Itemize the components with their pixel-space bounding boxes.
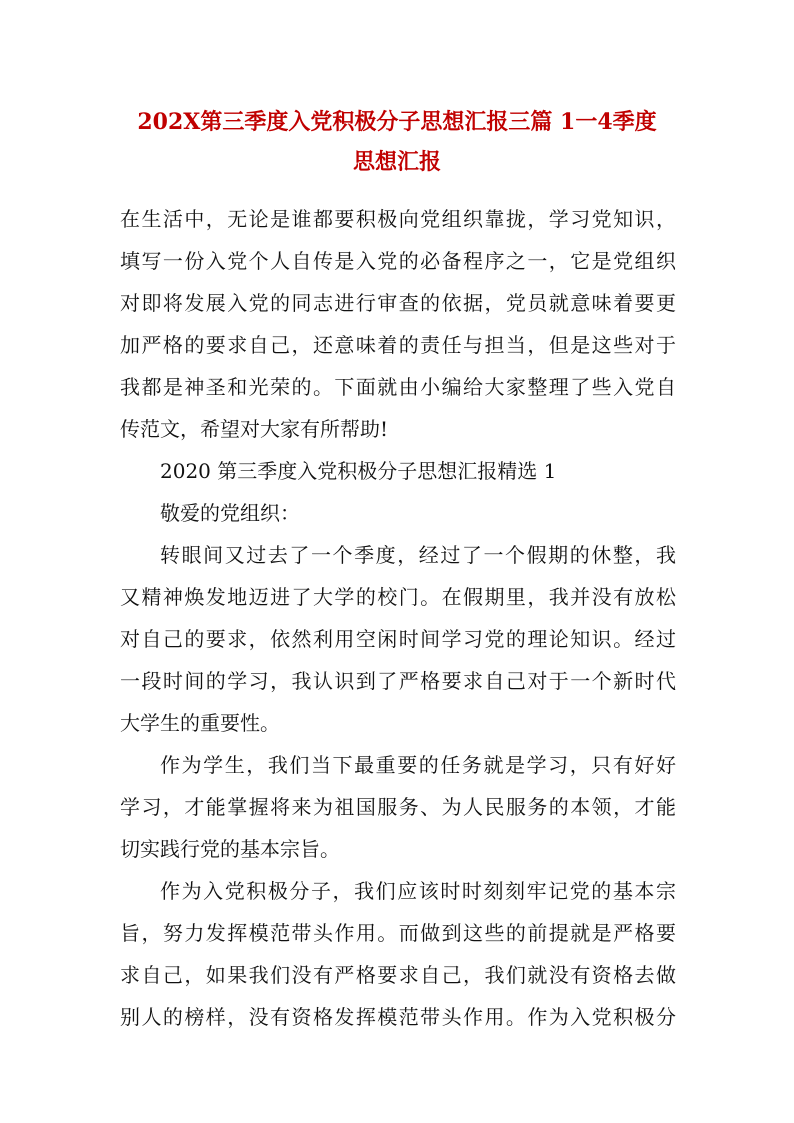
intro-line: 加严格的要求自己，还意味着的责任与担当，但是这些对于 xyxy=(120,333,676,357)
intro-line: 填写一份入党个人自传是入党的必备程序之一，它是党组织 xyxy=(120,249,676,273)
paragraph-1-line: 对自己的要求，依然利用空闲时间学习党的理论知识。经过 xyxy=(120,627,676,651)
document-title-line-2: 思想汇报 xyxy=(352,149,441,175)
intro-line: 传范文，希望对大家有所帮助! xyxy=(120,417,389,441)
paragraph-2-line: 作为学生，我们当下最重要的任务就是学习，只有好好 xyxy=(160,753,676,777)
paragraph-1-line: 大学生的重要性。 xyxy=(120,711,280,735)
paragraph-3-line: 别人的榜样，没有资格发挥模范带头作用。作为入党积极分 xyxy=(120,1005,676,1029)
paragraph-2-line: 切实践行党的基本宗旨。 xyxy=(120,837,340,861)
paragraph-3-line: 旨，努力发挥模范带头作用。而做到这些的前提就是严格要 xyxy=(120,921,676,945)
paragraph-1-line: 又精神焕发地迈进了大学的校门。在假期里，我并没有放松 xyxy=(120,585,676,609)
paragraph-3-line: 求自己，如果我们没有严格要求自己，我们就没有资格去做 xyxy=(120,963,676,987)
paragraph-2-line: 学习，才能掌握将来为祖国服务、为人民服务的本领，才能 xyxy=(120,795,676,819)
paragraph-1-line: 转眼间又过去了一个季度，经过了一个假期的休整，我 xyxy=(160,543,676,567)
paragraph-1-line: 一段时间的学习，我认识到了严格要求自己对于一个新时代 xyxy=(120,669,676,693)
intro-line: 在生活中，无论是谁都要积极向党组织靠拢，学习党知识， xyxy=(120,207,676,231)
salutation: 敬爱的党组织： xyxy=(160,501,300,525)
document-title-line-1: 202X第三季度入党积极分子思想汇报三篇 1一4季度 xyxy=(137,109,657,135)
section-heading: 2020 第三季度入党积极分子思想汇报精选 1 xyxy=(160,459,557,483)
intro-line: 我都是神圣和光荣的。下面就由小编给大家整理了些入党自 xyxy=(120,375,676,399)
intro-line: 对即将发展入党的同志进行审查的依据，党员就意味着要更 xyxy=(120,291,676,315)
paragraph-3-line: 作为入党积极分子，我们应该时时刻刻牢记党的基本宗 xyxy=(160,879,676,903)
